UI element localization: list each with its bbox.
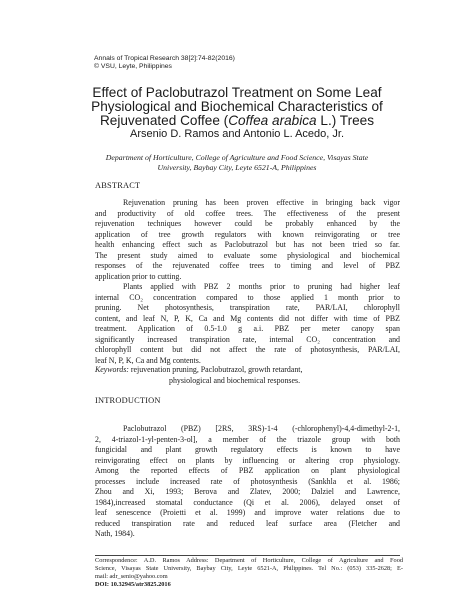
footnote-line-1: Correspondence: A.D. Ramos Address: Department of Horticulture, College of Agriculture and Food (95, 557, 403, 564)
text-line: internal CO₂ concentration compared to those applied 1 month prior to (95, 292, 400, 302)
title-line-2: Physiological and Biochemical Characteristics of (91, 99, 383, 115)
text-line: content, and leaf N, P, K, Ca and Mg contents did not differ with time of PBZ (95, 313, 400, 323)
text-line: Rejuvenation pruning has been proven effective in bringing back vigor (123, 198, 400, 207)
text-line: leaf N, P, K, Ca and Mg contents. (95, 355, 201, 365)
journal-citation: Annals of Tropical Research 38[2]:74-82(2016) (94, 55, 235, 62)
introduction-paragraph (95, 424, 400, 540)
species-name: Coffea arabica (228, 113, 317, 129)
text-line: health enhancing effect such as Paclobutrazol but has not been tried so far. (95, 240, 400, 249)
text-line: Among the reported effects of PBZ application on plant physiological (95, 466, 400, 475)
footnote-email[interactable]: mail: adr_senio@yahoo.com (95, 573, 168, 581)
text-line: and productivity of old coffee trees. The effectiveness of the present (95, 208, 400, 218)
text-line: rejuvenation techniques however could be probably enhanced by the (95, 219, 400, 228)
title-line-1: Effect of Paclobutrazol Treatment on Some Leaf (92, 85, 382, 100)
text-line: processes include increased rate of photosynthesis (Sankhla et al. 1986; (95, 476, 400, 486)
text-line: fungicidal and plant growth regulatory effects is known to have (95, 445, 400, 454)
text-line: treatment. Application of 0.5-1.0 g a.i. PBZ per meter canopy span (95, 324, 400, 333)
keywords-line-2: physiological and biochemical responses. (169, 375, 301, 385)
keywords-label: Keywords: (95, 365, 129, 374)
text-line: Plants applied with PBZ 2 months prior to pruning had higher leaf (123, 282, 400, 291)
footnote-line-2: Science, Visayas State University, Baybay City, Leyte 6521-A, Philippines. Tel No.: (053) 335-2628; E- (95, 565, 403, 573)
doi-link[interactable]: DOI: 10.32945/atr3825.2016 (95, 581, 171, 589)
affiliation-line-2: University, Baybay City, Leyte 6521-A, Philippines (157, 163, 317, 172)
keywords-list: rejuvenation pruning, Paclobutrazol, growth retardant, (128, 365, 303, 374)
text-line: responses of the rejuvenated coffee trees to timing and level of PBZ (95, 261, 400, 270)
title-line-3 (60, 114, 414, 128)
keywords (95, 365, 400, 386)
text-line: Zhou and Xi, 1993; Berova and Zlatev, 2000; Dalziel and Lawrence, (95, 487, 400, 496)
text-line: 1984),increased stomatal conductance (Qi et al. 2006), delayed onset of (95, 497, 400, 507)
affiliation-line-1: Department of Horticulture, College of Agriculture and Food Science, Visayas State (105, 153, 369, 162)
title-line-3-start: Rejuvenated Coffee ( (99, 113, 229, 129)
abstract-paragraph-2 (95, 282, 400, 366)
text-line: application of tree growth regulators with known reinvigorating or tree (95, 229, 400, 239)
text-line: pruning. Net photosynthesis, transpiration rate, PAR/LAI, chlorophyll (95, 303, 400, 312)
text-line: The present study aimed to evaluate some physiological and biochemical (95, 250, 400, 260)
introduction-heading: INTRODUCTION (95, 396, 161, 405)
abstract-paragraph-1 (95, 198, 400, 282)
text-line: 2, 4-triazol-1-yl-penten-3-ol], a member of the triazole group with both (95, 434, 400, 444)
text-line: chlorophyll content but did not affect the rate of photosynthesis, PAR/LAI, (95, 345, 400, 354)
text-line: reinvigorating effect on plants by influencing or altering crop physiology. (95, 455, 400, 465)
text-line: leaf senescence (Proietti et al. 1999) and improve water relations due to (95, 508, 400, 517)
keywords-line-1 (95, 365, 302, 374)
journal-copyright: © VSU, Leyte, Philippines (94, 63, 172, 71)
correspondence-footnote (95, 557, 403, 589)
text-line: significantly increased transpiration rate, internal CO₂ concentration and (95, 334, 400, 344)
footnote-divider (95, 555, 400, 556)
title-line-3-end: L.) Trees (316, 113, 375, 129)
abstract-heading: ABSTRACT (95, 181, 141, 190)
text-line: application prior to cutting. (95, 271, 182, 281)
author-list: Arsenio D. Ramos and Antonio L. Acedo, Jr. (129, 128, 344, 140)
text-line: reduced transpiration rate and reduced leaf surface area (Fletcher and (95, 518, 400, 528)
paper-title (60, 86, 414, 129)
text-line: Nath, 1984). (95, 529, 135, 538)
text-line: Paclobutrazol (PBZ) [2RS, 3RS)-1-4 (-chlorophenyl)-4,4-dimethyl-2-1, (123, 424, 400, 433)
journal-info (94, 55, 235, 72)
affiliation (80, 153, 394, 173)
